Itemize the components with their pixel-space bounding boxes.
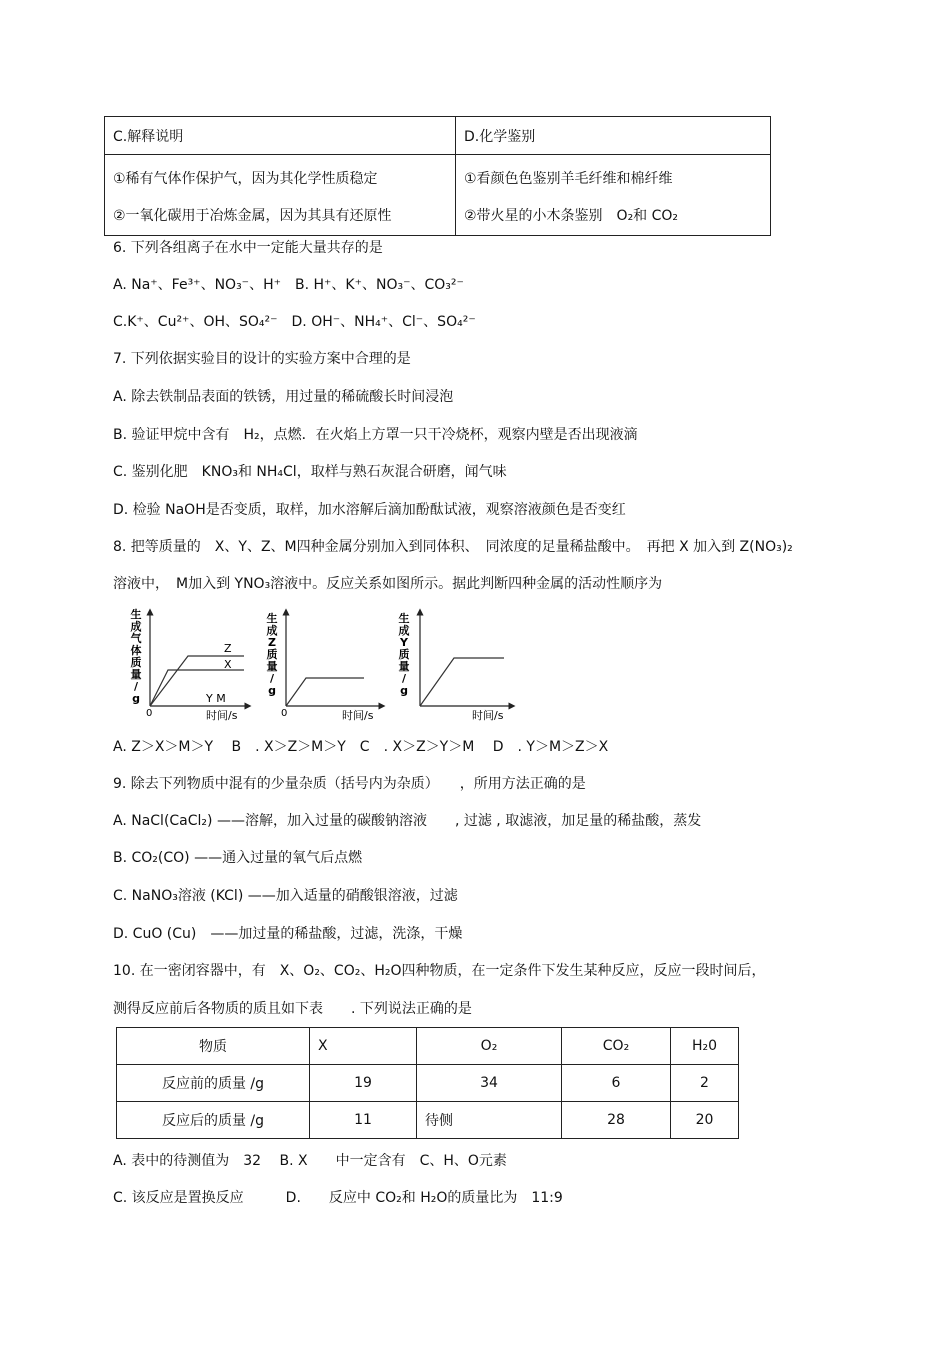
d-body bbox=[456, 155, 771, 236]
q7-option-c: C. 鉴别化肥 KNO₃和 NH₄Cl，取样与熟石灰混合研磨，闻气味 bbox=[113, 464, 507, 480]
q7-option-d: D. 检验 NaOH是否变质，取样，加水溶解后滴加酚酞试液，观察溶液颜色是否变红 bbox=[113, 502, 626, 518]
q7-stem: 7. 下列依据实验目的设计的实验方案中合理的是 bbox=[113, 351, 411, 367]
table-header-row bbox=[117, 1028, 739, 1065]
graph-gas-mass bbox=[131, 607, 249, 722]
q9-stem: 9. 除去下列物质中混有的少量杂质（括号内为杂质） ，所用方法正确的是 bbox=[113, 776, 586, 792]
table-row bbox=[117, 1102, 739, 1139]
table-cell: 28 bbox=[562, 1102, 671, 1139]
table-row bbox=[117, 1065, 739, 1102]
table-cell: 2 bbox=[671, 1065, 739, 1102]
c-item-2: ②一氧化碳用于冶炼金属，因为其具有还原性 bbox=[113, 208, 392, 224]
q6-stem: 6. 下列各组离子在水中一定能大量共存的是 bbox=[113, 240, 383, 256]
q8-options: A. Z＞X＞M＞Y B . X＞Z＞M＞Y C . X＞Z＞Y＞M D . Y＞M＞Z＞X bbox=[113, 739, 609, 755]
q10-options-ab: A. 表中的待测值为 32 B. X 中一定含有 C、H、O元素 bbox=[113, 1153, 507, 1169]
svg-text:成: 成 bbox=[130, 620, 142, 633]
q10-stem-line2: 测得反应前后各物质的质且如下表 . 下列说法正确的是 bbox=[113, 1001, 472, 1017]
svg-text:Z: Z bbox=[268, 636, 276, 649]
table-header-cell: X bbox=[310, 1028, 417, 1065]
graph1-origin: 0 bbox=[146, 708, 153, 719]
explanation-table bbox=[104, 116, 771, 236]
series-z-curve bbox=[286, 678, 364, 706]
svg-text:量: 量 bbox=[130, 668, 142, 681]
table-cell: 20 bbox=[671, 1102, 739, 1139]
table-header-cell: CO₂ bbox=[562, 1028, 671, 1065]
c-item-1: ①稀有气体作保护气，因为其化学性质稳定 bbox=[113, 171, 378, 187]
graph-z-mass bbox=[267, 611, 383, 722]
q8-stem-line1: 8. 把等质量的 X、Y、Z、M四种金属分别加入到同体积、 同浓度的足量稀盐酸中。 再把 X 加入到 Z(NO₃)₂ bbox=[113, 539, 793, 555]
svg-text:量: 量 bbox=[398, 660, 410, 673]
q9-option-b: B. CO₂(CO) ——通入过量的氧气后点燃 bbox=[113, 850, 363, 866]
c-body bbox=[105, 155, 456, 236]
svg-text:成: 成 bbox=[398, 624, 410, 637]
graph3-y-label bbox=[399, 611, 410, 697]
graph1-y-label bbox=[131, 607, 143, 705]
svg-text:体: 体 bbox=[130, 644, 142, 657]
svg-text:质: 质 bbox=[130, 656, 142, 669]
table-cell: 6 bbox=[562, 1065, 671, 1102]
q9-option-d: D. CuO (Cu) ——加过量的稀盐酸，过滤，洗涤，干燥 bbox=[113, 926, 463, 942]
q8-graphs bbox=[120, 606, 540, 724]
svg-text:g: g bbox=[132, 692, 140, 705]
svg-text:质: 质 bbox=[398, 648, 410, 661]
q6-options-ab: A. Na⁺、Fe³⁺、NO₃⁻、H⁺ B. H⁺、K⁺、NO₃⁻、CO₃²⁻ bbox=[113, 277, 464, 293]
d-header: D.化学鉴别 bbox=[456, 117, 771, 155]
d-item-1: ①看颜色色鉴别羊毛纤维和棉纤维 bbox=[464, 171, 673, 187]
svg-text:气: 气 bbox=[130, 632, 142, 645]
series-x-label: X bbox=[224, 658, 232, 671]
table-header-cell: 物质 bbox=[117, 1028, 310, 1065]
svg-text:质: 质 bbox=[266, 648, 278, 661]
series-z-label: Z bbox=[224, 642, 232, 655]
d-item-2: ②带火星的小木条鉴别 O₂和 CO₂ bbox=[464, 208, 679, 224]
q9-option-a: A. NaCl(CaCl₂) ——溶解，加入过量的碳酸钠溶液 , 过滤 , 取滤液，加足量的稀盐酸，蒸发 bbox=[113, 813, 702, 829]
table-cell: 11 bbox=[310, 1102, 417, 1139]
svg-text:生: 生 bbox=[398, 612, 410, 625]
series-ym-label: Y M bbox=[206, 692, 226, 705]
q8-stem-line2: 溶液中， M加入到 YNO₃溶液中。反应关系如图所示。据此判断四种金属的活动性顺序为 bbox=[113, 576, 663, 592]
svg-text:/: / bbox=[133, 680, 139, 693]
graph2-x-label: 时间/s bbox=[342, 709, 374, 722]
svg-text:g: g bbox=[400, 684, 408, 697]
svg-text:成: 成 bbox=[266, 624, 278, 637]
table-cell: 待侧 bbox=[417, 1102, 562, 1139]
table-header-cell: H₂0 bbox=[671, 1028, 739, 1065]
graph3-x-label: 时间/s bbox=[472, 709, 504, 722]
c-header: C.解释说明 bbox=[105, 117, 456, 155]
svg-text:量: 量 bbox=[266, 660, 278, 673]
table-cell: 反应前的质量 /g bbox=[117, 1065, 310, 1102]
mass-table bbox=[116, 1027, 739, 1139]
svg-text:/: / bbox=[269, 672, 275, 685]
series-y-curve bbox=[420, 658, 504, 706]
q10-options-cd: C. 该反应是置换反应 D. 反应中 CO₂和 H₂O的质量比为 11:9 bbox=[113, 1190, 563, 1206]
svg-text:生: 生 bbox=[266, 612, 278, 625]
graph1-x-label: 时间/s bbox=[206, 709, 238, 722]
svg-text:Y: Y bbox=[400, 636, 408, 649]
table-header-cell: O₂ bbox=[417, 1028, 562, 1065]
q6-options-cd: C.K⁺、Cu²⁺、OH、SO₄²⁻ D. OH⁻、NH₄⁺、Cl⁻、SO₄²⁻ bbox=[113, 314, 476, 330]
table-cell: 19 bbox=[310, 1065, 417, 1102]
graph2-origin: 0 bbox=[281, 708, 288, 719]
svg-text:生: 生 bbox=[130, 608, 142, 621]
graph2-y-label bbox=[267, 611, 278, 697]
graph-y-mass bbox=[399, 611, 513, 722]
q7-option-b: B. 验证甲烷中含有 H₂，点燃．在火焰上方罩一只干冷烧杯，观察内壁是否出现液滴 bbox=[113, 427, 638, 443]
svg-text:g: g bbox=[268, 684, 276, 697]
table-cell: 34 bbox=[417, 1065, 562, 1102]
q7-option-a: A. 除去铁制品表面的铁锈，用过量的稀硫酸长时间浸泡 bbox=[113, 389, 454, 405]
q10-stem-line1: 10. 在一密闭容器中，有 X、O₂、CO₂、H₂O四种物质，在一定条件下发生某种反应，反应一段时间后， bbox=[113, 963, 766, 979]
q9-option-c: C. NaNO₃溶液 (KCl) ——加入适量的硝酸银溶液，过滤 bbox=[113, 888, 458, 904]
table-cell: 反应后的质量 /g bbox=[117, 1102, 310, 1139]
svg-text:/: / bbox=[401, 672, 407, 685]
